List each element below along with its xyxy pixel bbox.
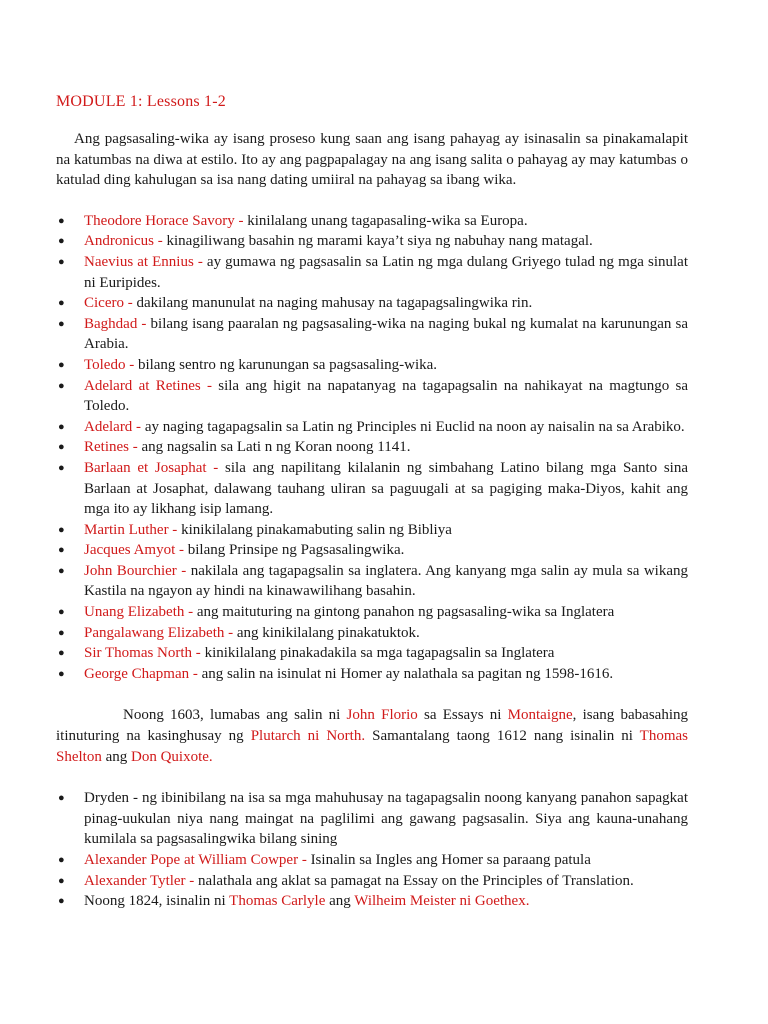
- para-text: , isang babasahing itinuturing na kasinghusay ng: [56, 707, 688, 745]
- item-text: ay gumawa ng pagsasalin sa Latin ng mga dulang Griyego tulad ng mga sinulat ni Euripides.: [84, 253, 688, 291]
- item-name: Baghdad -: [84, 315, 151, 332]
- item-text: kinilalang unang tagapasaling-wika sa Europa.: [247, 212, 528, 229]
- page-title: MODULE 1: Lessons 1-2: [56, 93, 226, 110]
- para-text: Noong 1603, lumabas ang salin ni: [123, 707, 347, 724]
- item-text: Noong 1824, isinalin ni: [84, 893, 230, 910]
- bullet-icon: ●: [58, 358, 65, 371]
- item-name: Alexander Tytler -: [84, 872, 199, 889]
- list-item: [56, 314, 688, 355]
- bullet-icon: ●: [58, 461, 65, 474]
- bullet-icon: ●: [58, 441, 65, 454]
- bullet-icon: ●: [58, 255, 65, 268]
- list-item: [56, 540, 688, 561]
- item-text: Dryden - ng ibinibilang na isa sa mga mahuhusay na tagapagsalin noong kanyang panahon sapagkat pinag-uukulan niya nang maingat na paglilimi ang gawang pagsasalin. Siya ang kauna-unahang kumilala sa pagsasalingwika bilang sining: [84, 790, 688, 848]
- para-highlight: Don Quixote.: [131, 748, 213, 765]
- bullet-icon: ●: [58, 854, 65, 866]
- later-translators-list: [56, 788, 688, 912]
- list-item: [56, 664, 688, 685]
- item-text: bilang isang paaralan ng pagsasaling-wika na naging bukal ng kumalat na karunungan sa Arabia.: [84, 315, 688, 353]
- bullet-icon: ●: [58, 792, 65, 805]
- para-text: ang: [101, 748, 132, 765]
- bullet-icon: ●: [58, 626, 65, 639]
- item-text: sila ang napilitang kilalanin ng simbahang Latino bilang mga Santo sina Barlaan at Josaphat, dalawang tauhang uliran sa paguugali at sa pagiging maka-Diyos, kahit ang mga ito ay likhang isip lamang.: [84, 459, 688, 518]
- item-text: dakilang manunulat na naging mahusay na tagapagsalingwika rin.: [136, 295, 533, 312]
- list-item: [56, 850, 688, 871]
- item-name: Jacques Amyot -: [84, 542, 188, 559]
- bullet-icon: ●: [58, 235, 65, 248]
- bullet-icon: ●: [58, 647, 65, 660]
- list-item: [56, 458, 688, 520]
- list-item: [56, 231, 688, 252]
- item-text: ang kinikilalang pinakatuktok.: [236, 624, 420, 641]
- para-highlight: Montaigne: [507, 707, 573, 724]
- para-highlight: John Florio: [346, 707, 418, 724]
- para-highlight: Plutarch ni North.: [250, 728, 366, 745]
- item-name: Theodore Horace Savory -: [84, 212, 248, 229]
- item-name: Adelard -: [84, 418, 145, 435]
- item-name: Sir Thomas North -: [84, 645, 205, 662]
- list-item: [56, 437, 688, 458]
- item-text: bilang Prinsipe ng Pagsasalingwika.: [187, 542, 405, 559]
- item-name: Toledo -: [84, 356, 138, 373]
- bullet-icon: ●: [58, 564, 65, 577]
- list-item: [56, 871, 688, 892]
- item-name: John Bourchier -: [84, 562, 191, 579]
- intro-paragraph: Ang pagsasaling-wika ay isang proseso kung saan ang isang pahayag ay isinasalin sa pinakamalapit na katumbas na diwa at estilo. Ito ay ang pagpapalagay na ang isang salita o pahayag ay may katumbas o katulad ding kahulugan sa isa nang dating umiiral na pahayag sa ibang wika.: [56, 131, 688, 189]
- bullet-icon: ●: [58, 667, 65, 680]
- item-name: Barlaan et Josaphat -: [84, 459, 226, 476]
- item-text: Isinalin sa Ingles ang Homer sa paraang patula: [310, 852, 591, 868]
- list-item: [56, 891, 688, 912]
- list-item: [56, 293, 688, 314]
- item-name: Martin Luther -: [84, 521, 182, 538]
- bullet-icon: ●: [58, 523, 65, 536]
- list-item: [56, 211, 688, 232]
- list-item: [56, 520, 688, 541]
- item-name: Adelard at Retines -: [84, 377, 219, 394]
- bullet-icon: ●: [58, 379, 65, 392]
- translators-list: [56, 211, 688, 685]
- item-text: ang salin na isinulat ni Homer ay nalathala sa pagitan ng 1598-1616.: [201, 665, 614, 682]
- bullet-icon: ●: [58, 317, 65, 330]
- item-name: Thomas Carlyle: [229, 893, 326, 910]
- item-text: kinagiliwang basahin ng marami kaya’t siya ng nabuhay nang matagal.: [166, 233, 593, 250]
- item-name: George Chapman -: [84, 665, 202, 682]
- list-item: [56, 252, 688, 293]
- item-text: ang nagsalin sa Lati n ng Koran noong 1141.: [141, 439, 411, 456]
- list-item: [56, 355, 688, 376]
- bullet-icon: ●: [58, 874, 65, 887]
- bullet-icon: ●: [58, 544, 65, 557]
- item-text: ang maituturing na gintong panahon ng pagsasaling-wika sa Inglatera: [196, 604, 615, 621]
- item-text: ay naging tagapagsalin sa Latin ng Principles ni Euclid na noon ay naisalin na sa Arabiko.: [144, 418, 685, 435]
- list-item: [56, 788, 688, 850]
- item-text: nakilala ang tagapagsalin sa inglatera. Ang kanyang mga salin ay mula sa wikang Kastila na ngayon ay hindi na kinawawilihang basahin.: [84, 562, 688, 600]
- bullet-icon: ●: [58, 420, 65, 433]
- item-text: sila ang higit na napatanyag na tagapagsalin na nahikayat na magtungo sa Toledo.: [84, 377, 689, 415]
- item-name: Retines -: [84, 439, 142, 456]
- list-item: [56, 623, 688, 644]
- para-text: Samantalang taong 1612 nang isinalin ni: [365, 728, 640, 745]
- para-text: sa Essays ni: [417, 707, 508, 724]
- item-text: nalathala ang aklat sa pamagat na Essay on the Principles of Translation.: [198, 872, 634, 889]
- item-name: Unang Elizabeth -: [84, 604, 197, 621]
- list-item: [56, 417, 688, 438]
- item-name: Andronicus -: [84, 233, 167, 250]
- translations-paragraph: [56, 705, 688, 767]
- item-name: Naevius at Ennius -: [84, 253, 207, 270]
- list-item: [56, 602, 688, 623]
- bullet-icon: ●: [58, 297, 65, 310]
- item-name: Wilheim Meister ni Goethex.: [354, 893, 530, 910]
- bullet-icon: ●: [58, 606, 65, 619]
- item-name: Pangalawang Elizabeth -: [84, 624, 237, 641]
- item-text: ang: [325, 893, 355, 910]
- bullet-icon: ●: [58, 214, 65, 227]
- item-text: bilang sentro ng karunungan sa pagsasaling-wika.: [137, 356, 438, 373]
- item-name: Cicero -: [84, 295, 137, 312]
- list-item: [56, 643, 688, 664]
- item-name: Alexander Pope at William Cowper -: [84, 852, 311, 868]
- para-highlight: Thomas Shelton: [56, 728, 688, 765]
- list-item: [56, 376, 688, 417]
- item-text: kinikilalang pinakamabuting salin ng Bibliya: [181, 521, 452, 538]
- item-text: kinikilalang pinakadakila sa mga tagapagsalin sa Inglatera: [204, 645, 555, 662]
- bullet-icon: ●: [58, 895, 65, 908]
- list-item: [56, 561, 688, 602]
